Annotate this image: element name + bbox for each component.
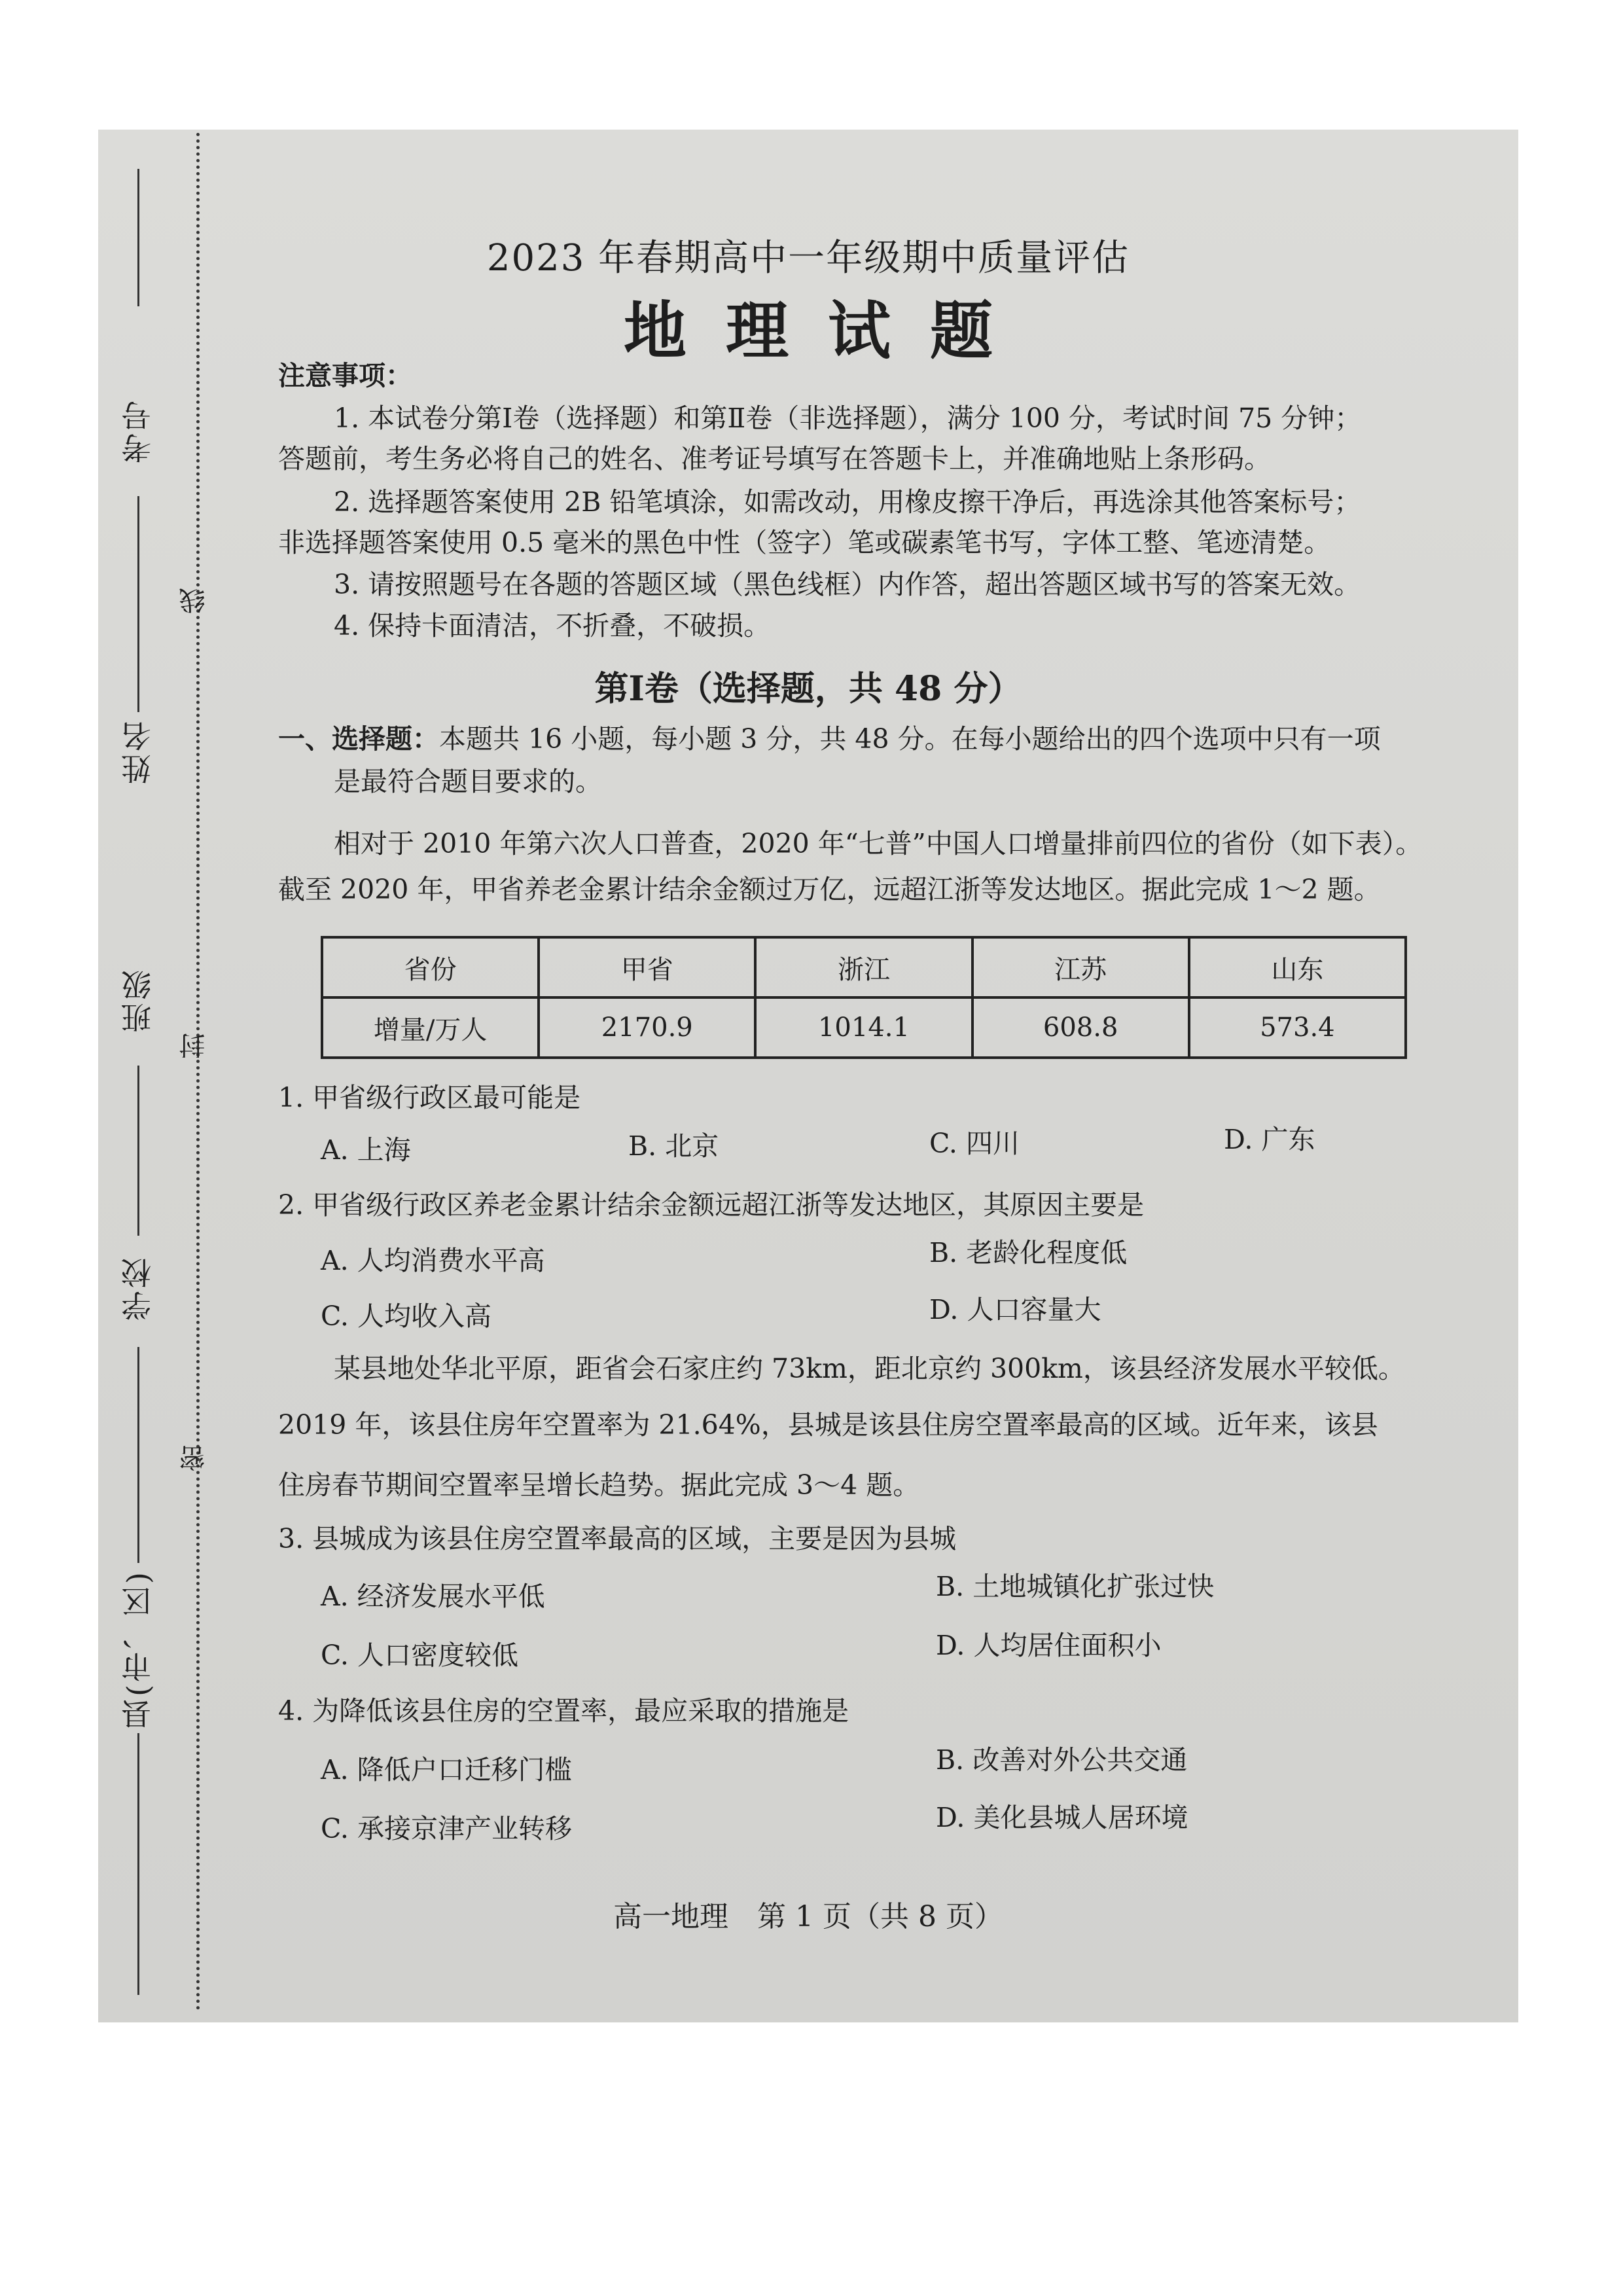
table-cell: 省份 bbox=[322, 937, 539, 997]
page-footer: 高一地理 第 1 页（共 8 页） bbox=[613, 1900, 1003, 1933]
note-line: 答题前，考生务必将自己的姓名、准考证号填写在答题卡上，并准确地贴上条形码。 bbox=[278, 443, 1271, 475]
notes-heading: 注意事项： bbox=[278, 360, 412, 391]
q1-option-d: D. 广东 bbox=[1224, 1124, 1315, 1155]
table-cell: 1014.1 bbox=[755, 997, 972, 1058]
q2-option-b: B. 老龄化程度低 bbox=[929, 1237, 1128, 1268]
section-title: 第Ⅰ卷（选择题，共 48 分） bbox=[594, 669, 1022, 709]
note-line: 非选择题答案使用 0.5 毫米的黑色中性（签字）笔或碳素笔书写，字体工整、笔迹清楚。 bbox=[278, 527, 1331, 558]
school-underline bbox=[137, 1347, 139, 1563]
table-row bbox=[322, 997, 1406, 1058]
table-cell: 浙江 bbox=[755, 937, 972, 997]
q1-option-a: A. 上海 bbox=[321, 1134, 411, 1166]
part-intro bbox=[278, 719, 1381, 759]
name-label: 姓名 bbox=[120, 719, 156, 784]
population-increase-table bbox=[321, 936, 1407, 1059]
county-label: 县(市、区) bbox=[120, 1570, 156, 1729]
seal-mi-char: 密 bbox=[179, 1445, 209, 1471]
q4-option-d: D. 美化县城人居环境 bbox=[936, 1802, 1188, 1833]
table-cell: 增量/万人 bbox=[322, 997, 539, 1058]
question-4-stem: 4. 为降低该县住房的空置率，最应采取的措施是 bbox=[278, 1695, 849, 1727]
question-1-stem: 1. 甲省级行政区最可能是 bbox=[278, 1082, 581, 1113]
passage1-line: 相对于 2010 年第六次人口普查，2020 年“七普”中国人口增量排前四位的省份（如下表）。 bbox=[334, 828, 1423, 859]
school-label: 学校 bbox=[120, 1255, 156, 1321]
table-header-row bbox=[322, 937, 1406, 997]
q3-option-d: D. 人均居住面积小 bbox=[936, 1630, 1162, 1661]
q3-option-b: B. 土地城镇化扩张过快 bbox=[936, 1571, 1215, 1602]
table-cell: 2170.9 bbox=[539, 997, 755, 1058]
note-line: 3. 请按照题号在各题的答题区域（黑色线框）内作答，超出答题区域书写的答案无效。 bbox=[334, 569, 1361, 600]
binding-dotted-line bbox=[196, 133, 200, 2011]
question-3-stem: 3. 县城成为该县住房空置率最高的区域，主要是因为县城 bbox=[278, 1523, 957, 1554]
q4-option-b: B. 改善对外公共交通 bbox=[936, 1744, 1188, 1776]
passage2-line: 住房春节期间空置率呈增长趋势。据此完成 3～4 题。 bbox=[278, 1469, 920, 1501]
q2-option-d: D. 人口容量大 bbox=[929, 1294, 1101, 1325]
note-line: 4. 保持卡面清洁，不折叠，不破损。 bbox=[334, 610, 771, 641]
part-text: 本题共 16 小题，每小题 3 分，共 48 分。在每小题给出的四个选项中只有一项 bbox=[439, 723, 1381, 755]
passage2-line: 某县地处华北平原，距省会石家庄约 73km，距北京约 300km，该县经济发展水平较低。 bbox=[334, 1353, 1405, 1384]
q2-option-a: A. 人均消费水平高 bbox=[321, 1245, 545, 1276]
subject-title: 地理试题 bbox=[624, 294, 1032, 368]
note-line: 1. 本试卷分第Ⅰ卷（选择题）和第Ⅱ卷（非选择题），满分 100 分，考试时间 75 分钟； bbox=[334, 403, 1362, 434]
exam-paper bbox=[98, 130, 1518, 2022]
table-cell: 山东 bbox=[1189, 937, 1406, 997]
note-line: 2. 选择题答案使用 2B 铅笔填涂，如需改动，用橡皮擦干净后，再选涂其他答案标号； bbox=[334, 486, 1361, 518]
question-2-stem: 2. 甲省级行政区养老金累计结余金额远超江浙等发达地区，其原因主要是 bbox=[278, 1189, 1145, 1221]
passage1-line: 截至 2020 年，甲省养老金累计结余金额过万亿，远超江浙等发达地区。据此完成 1～2 题。 bbox=[278, 874, 1381, 905]
q2-option-c: C. 人均收入高 bbox=[321, 1300, 491, 1332]
q4-option-c: C. 承接京津产业转移 bbox=[321, 1813, 572, 1844]
q1-option-b: B. 北京 bbox=[628, 1130, 719, 1162]
exam-title: 2023 年春期高中一年级期中质量评估 bbox=[486, 237, 1130, 279]
table-cell: 甲省 bbox=[539, 937, 755, 997]
seal-line-char: 线 bbox=[179, 588, 209, 614]
county-underline bbox=[137, 1733, 139, 1995]
q4-option-a: A. 降低户口迁移门槛 bbox=[321, 1754, 572, 1785]
q3-option-c: C. 人口密度较低 bbox=[321, 1640, 518, 1671]
passage2-line: 2019 年，该县住房年空置率为 21.64%，县城是该县住房空置率最高的区域。近年来，该县 bbox=[278, 1409, 1378, 1441]
table-cell: 573.4 bbox=[1189, 997, 1406, 1058]
q3-option-a: A. 经济发展水平低 bbox=[321, 1581, 545, 1612]
part-label: 一、选择题： bbox=[278, 723, 439, 755]
table-cell: 江苏 bbox=[972, 937, 1189, 997]
q1-option-c: C. 四川 bbox=[929, 1128, 1020, 1159]
class-underline bbox=[137, 1066, 139, 1236]
class-label: 班级 bbox=[120, 967, 156, 1033]
part-text-2: 是最符合题目要求的。 bbox=[334, 766, 602, 797]
exam-no-label: 考号 bbox=[120, 398, 156, 463]
table-cell: 608.8 bbox=[972, 997, 1189, 1058]
seal-feng-char: 封 bbox=[179, 1033, 209, 1059]
